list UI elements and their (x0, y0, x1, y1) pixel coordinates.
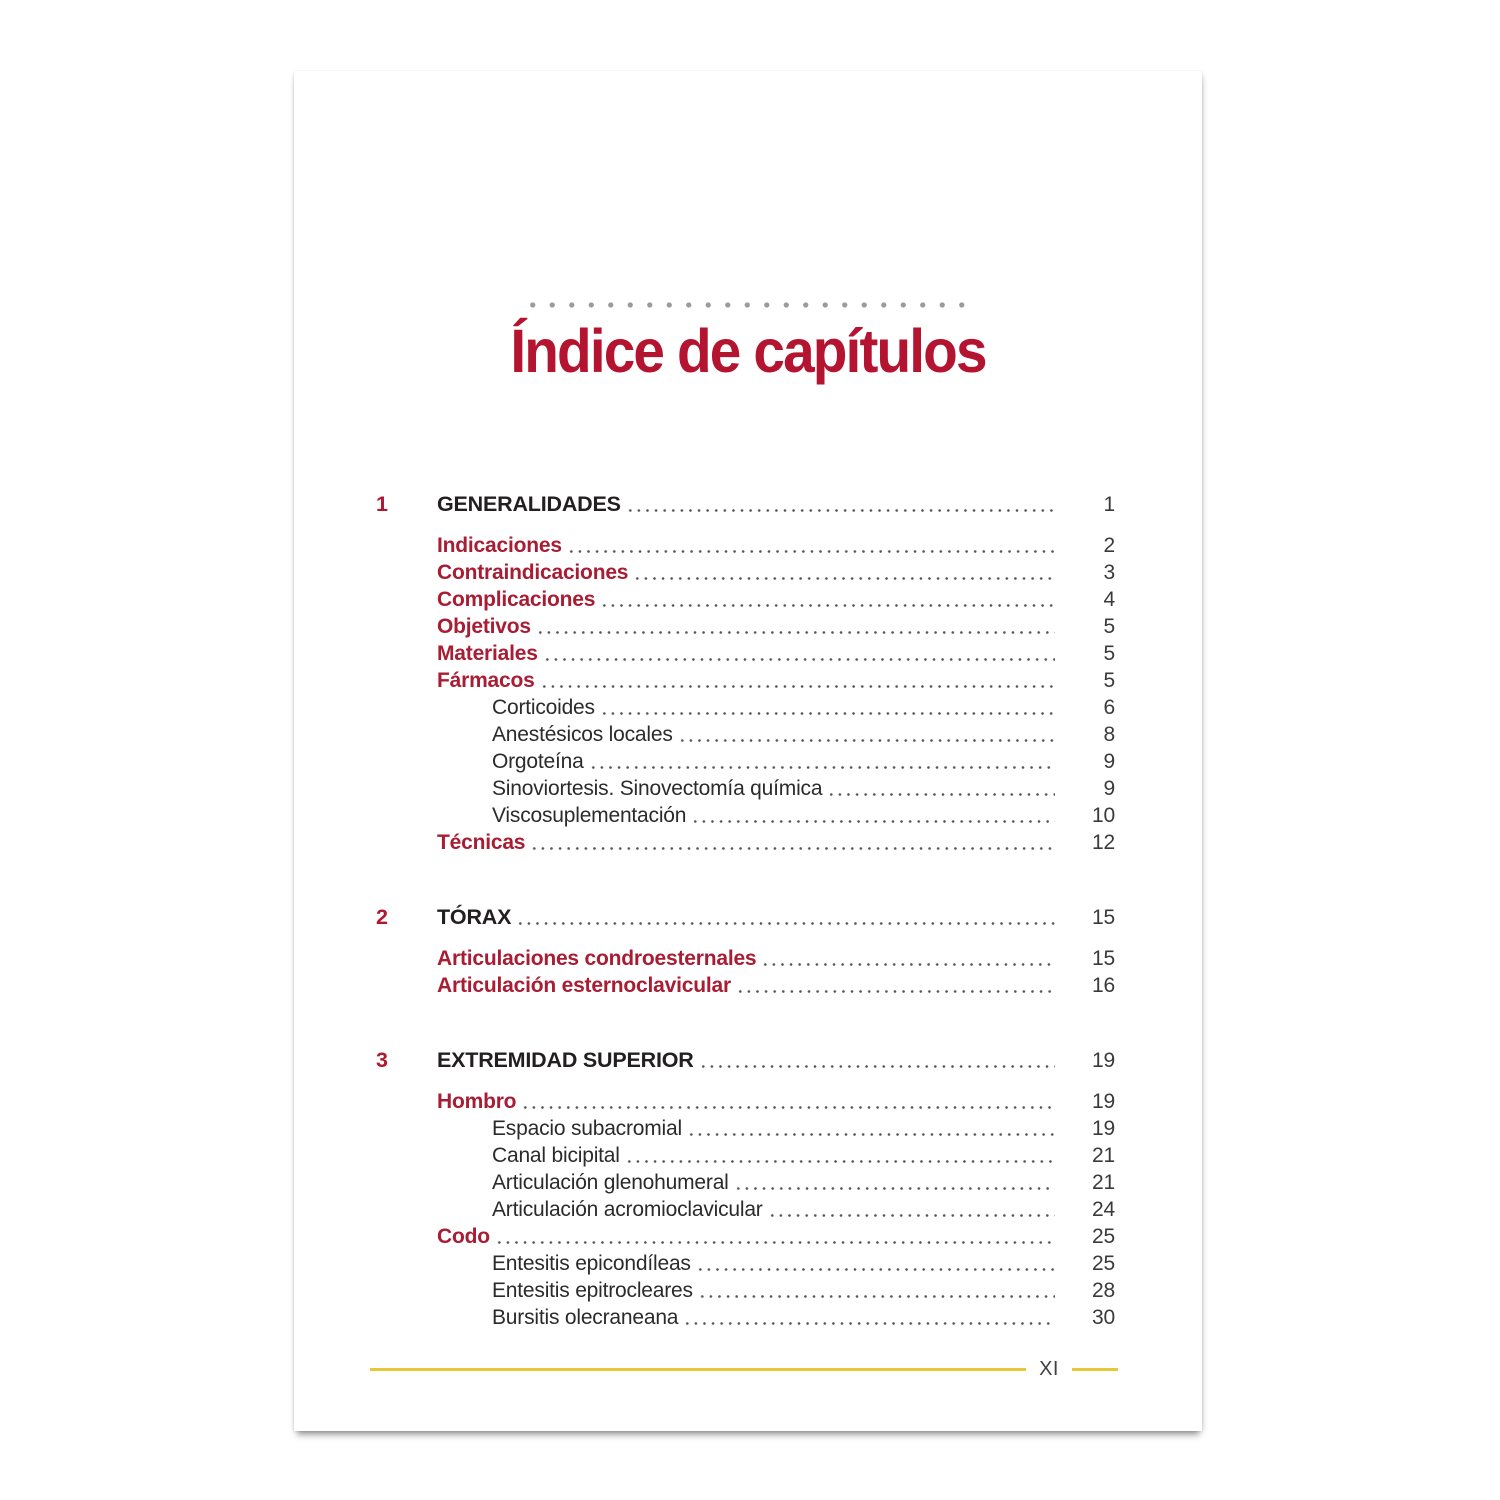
toc-entry-row (492, 748, 1115, 775)
dotted-leader (694, 1047, 1062, 1074)
entry-label: Anestésicos locales (492, 723, 673, 746)
footer-rule-long (370, 1368, 1026, 1371)
toc-entry-row (437, 1088, 1115, 1115)
toc-entry-row (492, 775, 1115, 802)
toc-entry-row (437, 532, 1115, 559)
dotted-leader (756, 945, 1062, 972)
footer-page-number: XI (1039, 1358, 1059, 1380)
entry-page-number: 5 (1103, 642, 1115, 665)
footer-rule-short (1072, 1368, 1118, 1371)
page-footer (370, 1358, 1118, 1380)
entry-page-number: 19 (1092, 1090, 1115, 1113)
toc-entry-row (492, 1115, 1115, 1142)
dotted-leader (678, 1304, 1062, 1331)
toc-entry-row (492, 1142, 1115, 1169)
entry-page-number: 19 (1092, 1117, 1115, 1140)
entry-page-number: 21 (1092, 1171, 1115, 1194)
toc-entry-row (437, 1223, 1115, 1250)
entry-page-number: 3 (1103, 561, 1115, 584)
entry-page-number: 12 (1092, 831, 1115, 854)
entry-label: Corticoides (492, 696, 595, 719)
chapter-title: GENERALIDADES (437, 492, 621, 516)
dotted-leader (628, 559, 1062, 586)
chapter-number: 1 (376, 492, 388, 516)
entry-label: Indicaciones (437, 534, 562, 557)
entry-page-number: 2 (1103, 534, 1115, 557)
entry-label: Articulaciones condroesternales (437, 947, 757, 970)
toc-chapter-row (376, 491, 1115, 518)
toc-entry-row (437, 972, 1115, 999)
entry-label: Materiales (437, 642, 538, 665)
dotted-leader (490, 1223, 1062, 1250)
entry-label: Orgoteína (492, 750, 584, 773)
dotted-leader (525, 829, 1062, 856)
toc-entry-row (492, 721, 1115, 748)
dotted-leader (673, 721, 1062, 748)
entry-label: Contraindicaciones (437, 561, 629, 584)
chapter-block (376, 491, 1115, 856)
dotted-leader (691, 1250, 1062, 1277)
toc-entry-row (492, 1250, 1115, 1277)
toc-entry-row (492, 1277, 1115, 1304)
dotted-leader (538, 640, 1062, 667)
dotted-leader (686, 802, 1062, 829)
entry-page-number: 9 (1103, 777, 1115, 800)
entry-page-number: 4 (1103, 588, 1115, 611)
entry-page-number: 16 (1092, 974, 1115, 997)
dotted-leader (531, 613, 1062, 640)
toc-entry-row (492, 1169, 1115, 1196)
entry-label: Codo (437, 1225, 490, 1248)
title-dots-decoration (523, 302, 973, 308)
dotted-leader (584, 748, 1062, 775)
toc-entry-row (437, 559, 1115, 586)
entry-label: Sinoviortesis. Sinovectomía química (492, 777, 823, 800)
dotted-leader (620, 1142, 1062, 1169)
chapter-number: 3 (376, 1048, 388, 1072)
toc-entry-row (492, 694, 1115, 721)
entry-label: Canal bicipital (492, 1144, 620, 1167)
dotted-leader (763, 1196, 1062, 1223)
entry-label: Articulación acromioclavicular (492, 1198, 763, 1221)
entry-page-number: 28 (1092, 1279, 1115, 1302)
entry-label: Bursitis olecraneana (492, 1306, 679, 1329)
chapter-block (376, 904, 1115, 999)
dotted-leader (535, 667, 1062, 694)
toc-entry-row (437, 945, 1115, 972)
entry-page-number: 25 (1092, 1252, 1115, 1275)
entry-label: Articulación glenohumeral (492, 1171, 729, 1194)
entry-label: Hombro (437, 1090, 517, 1113)
book-page (294, 71, 1202, 1431)
chapter-page-number: 15 (1092, 906, 1115, 929)
chapter-page-number: 19 (1092, 1049, 1115, 1072)
toc-entry-row (437, 640, 1115, 667)
chapter-title: EXTREMIDAD SUPERIOR (437, 1048, 694, 1072)
entry-page-number: 15 (1092, 947, 1115, 970)
dotted-leader (621, 491, 1062, 518)
entry-label: Articulación esternoclavicular (437, 974, 731, 997)
dotted-leader (731, 972, 1062, 999)
entry-label: Fármacos (437, 669, 535, 692)
toc-entry-row (437, 667, 1115, 694)
entry-page-number: 24 (1092, 1198, 1115, 1221)
dotted-leader (595, 586, 1062, 613)
entry-page-number: 5 (1103, 669, 1115, 692)
entry-label: Viscosuplementación (492, 804, 687, 827)
entry-label: Objetivos (437, 615, 531, 638)
toc-entry-row (492, 1304, 1115, 1331)
chapter-title: TÓRAX (437, 905, 512, 929)
toc-entry-row (492, 1196, 1115, 1223)
chapter-number: 2 (376, 905, 388, 929)
entry-label: Complicaciones (437, 588, 596, 611)
entry-label: Entesitis epicondíleas (492, 1252, 691, 1275)
dotted-leader (562, 532, 1062, 559)
toc-entry-row (437, 586, 1115, 613)
entry-page-number: 21 (1092, 1144, 1115, 1167)
title-block (294, 302, 1202, 384)
entry-label: Espacio subacromial (492, 1117, 682, 1140)
dotted-leader (516, 1088, 1062, 1115)
dotted-leader (682, 1115, 1062, 1142)
toc-entry-row (437, 613, 1115, 640)
page-title: Índice de capítulos (510, 317, 986, 385)
toc-chapter-row (376, 1047, 1115, 1074)
toc-chapter-row (376, 904, 1115, 931)
dotted-leader (822, 775, 1062, 802)
entry-page-number: 25 (1092, 1225, 1115, 1248)
dotted-leader (511, 904, 1062, 931)
entry-page-number: 10 (1092, 804, 1115, 827)
toc (376, 491, 1115, 1331)
dotted-leader (595, 694, 1062, 721)
entry-page-number: 9 (1103, 750, 1115, 773)
entry-page-number: 30 (1092, 1306, 1115, 1329)
toc-entry-row (437, 829, 1115, 856)
dotted-leader (693, 1277, 1062, 1304)
entry-page-number: 6 (1103, 696, 1115, 719)
entry-page-number: 8 (1103, 723, 1115, 746)
entry-label: Entesitis epitrocleares (492, 1279, 693, 1302)
entry-page-number: 5 (1103, 615, 1115, 638)
dotted-leader (729, 1169, 1062, 1196)
chapter-page-number: 1 (1103, 493, 1115, 516)
entry-label: Técnicas (437, 831, 526, 854)
chapter-block (376, 1047, 1115, 1331)
toc-entry-row (492, 802, 1115, 829)
